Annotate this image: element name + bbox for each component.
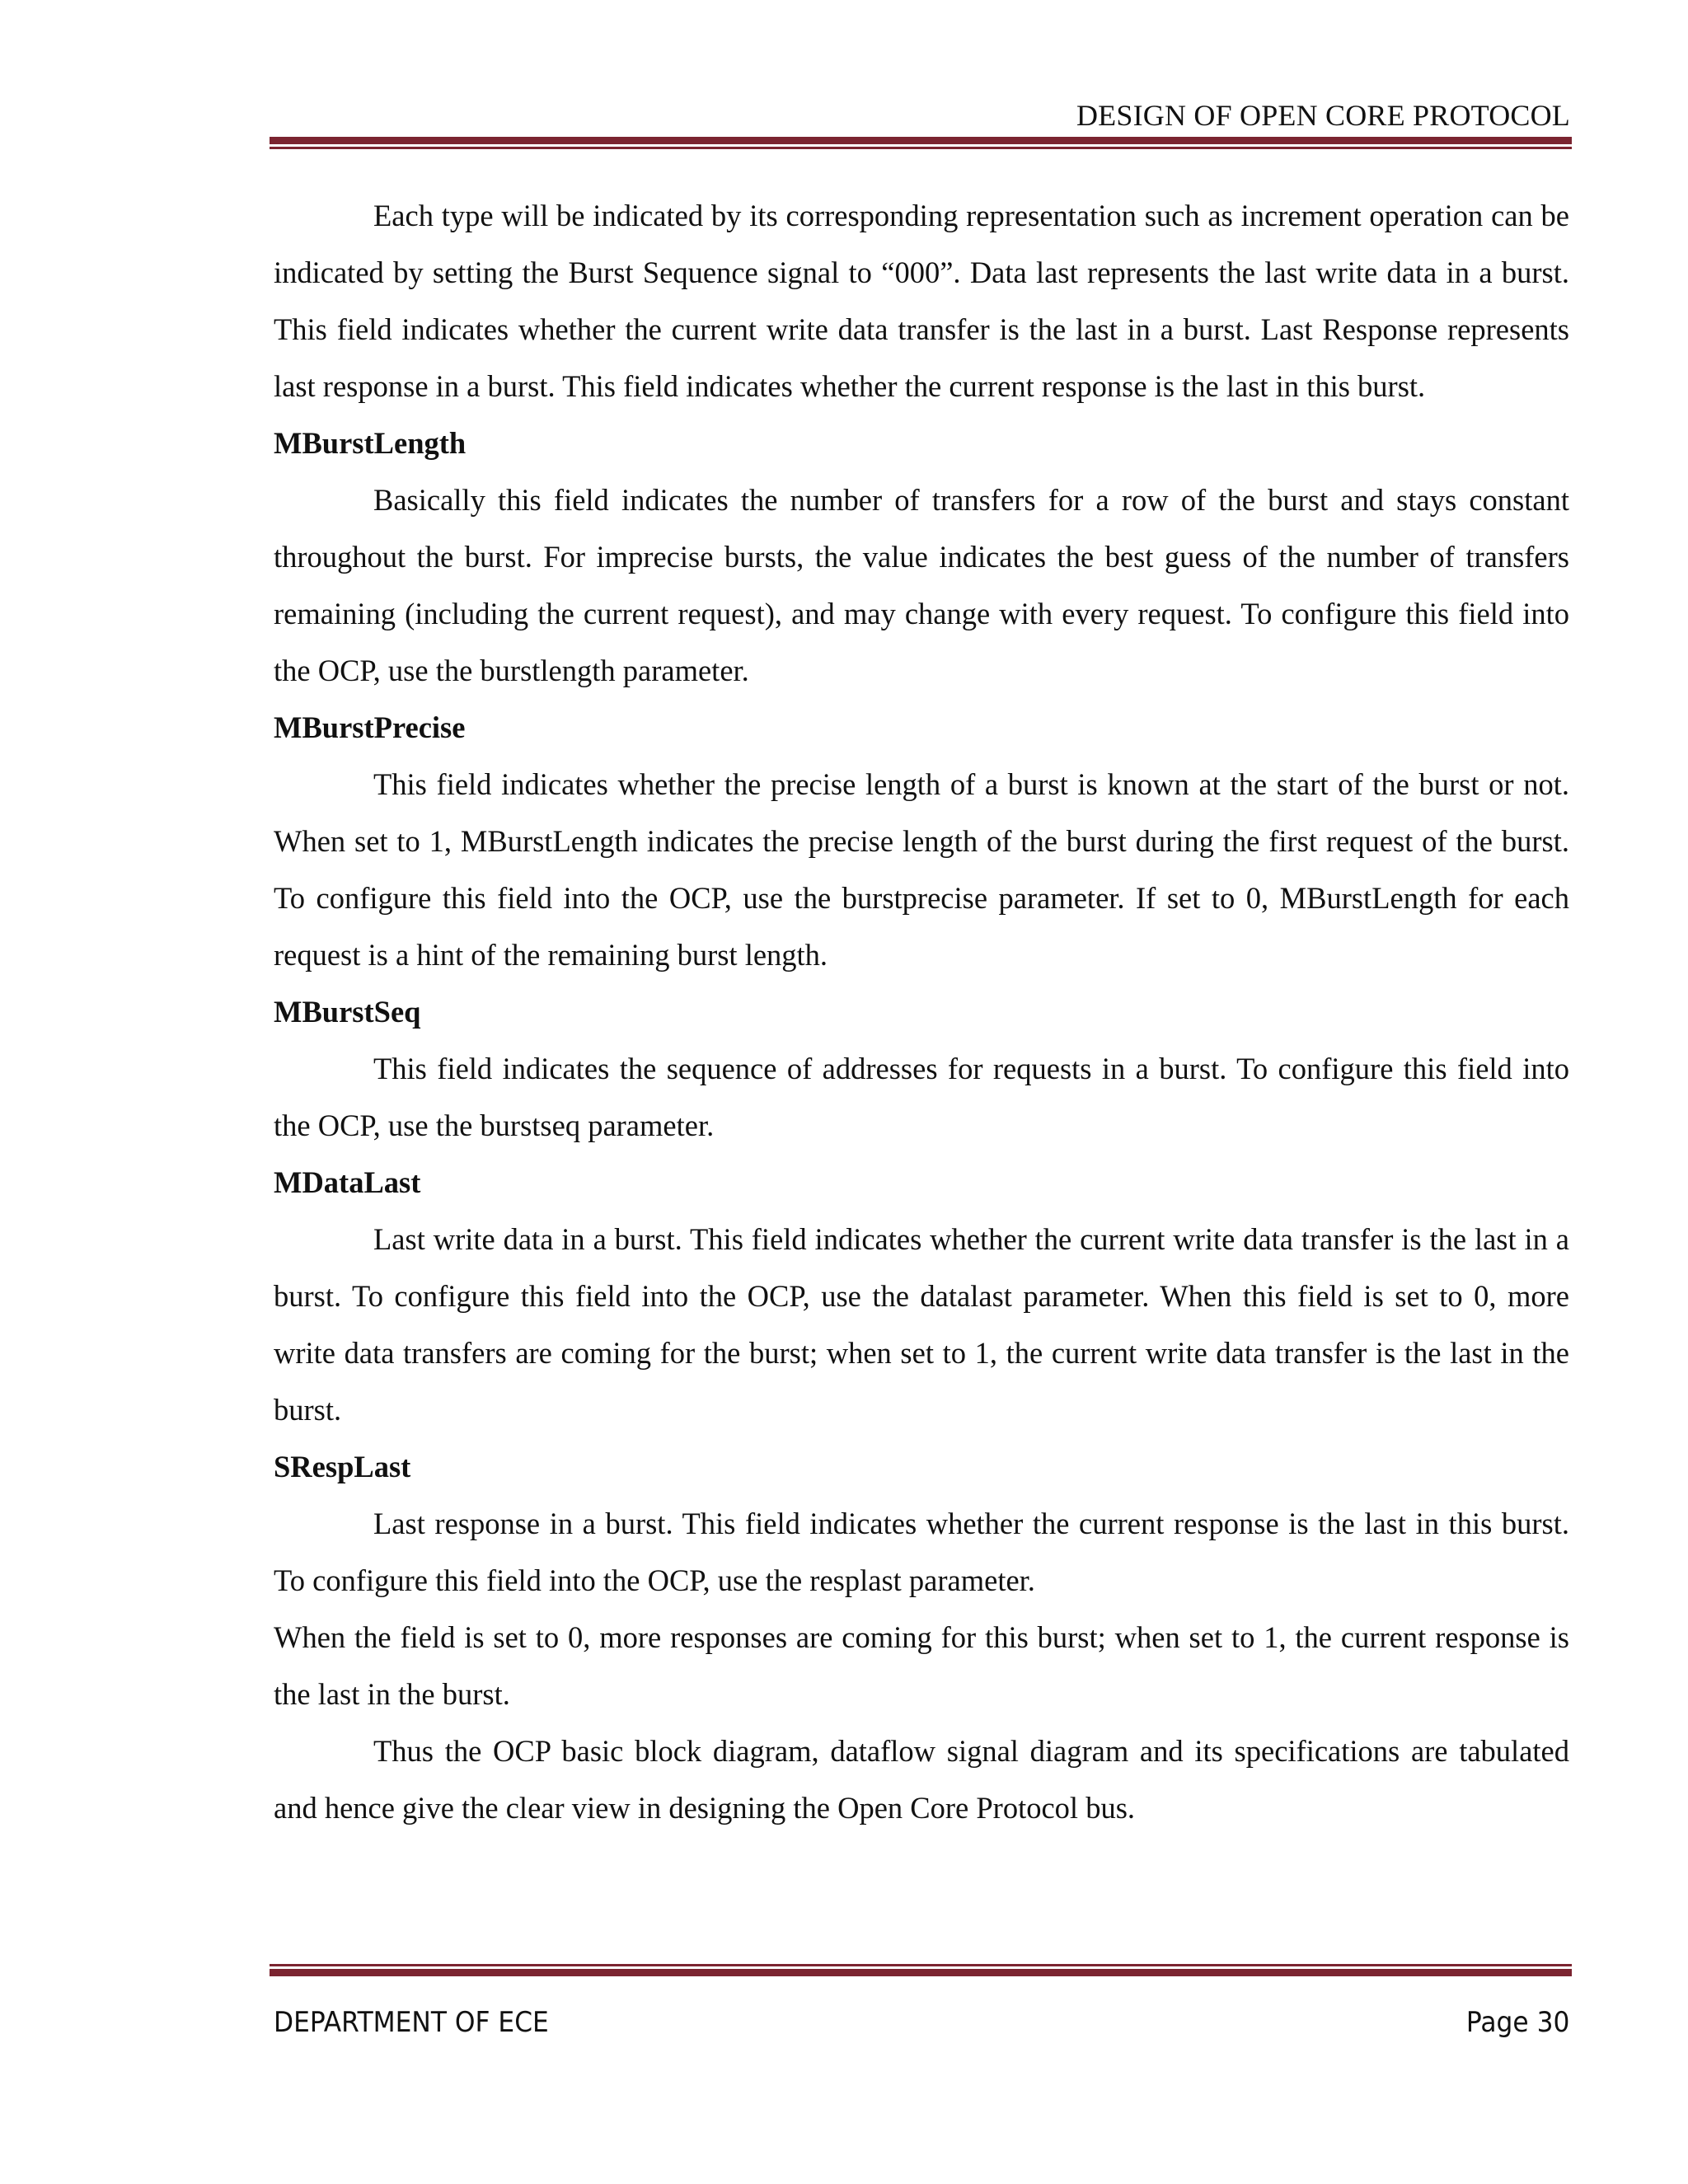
section-text-sresplast: Last response in a burst. This field indicates whether the current response is the last in this burst. To configure this field into the OCP, use the resplast parameter. <box>274 1507 1569 1597</box>
header-rule-thick <box>270 137 1572 144</box>
section-text-mburstprecise: This field indicates whether the precise length of a burst is known at the start of the burst or not. When set to 1, MBurstLength indicates the precise length of the burst during the first request of the burst. To configure this field into the OCP, use the burstprecise parameter. If set to 0, MBurstLength for each request is a hint of the remaining burst length. <box>274 767 1569 972</box>
resplast-note-paragraph: When the field is set to 0, more responses are coming for this burst; when set to 1, the current response is the last in the burst. <box>274 1620 1569 1711</box>
running-header-title: DESIGN OF OPEN CORE PROTOCOL <box>1076 99 1570 132</box>
section-text-mdatalast: Last write data in a burst. This field indicates whether the current write data transfer is the last in a burst. To configure this field into the OCP, use the datalast parameter. When this field is set to 0, more write data transfers are coming for the burst; when set to 1, the current write data transfer is the last in the burst. <box>274 1222 1569 1427</box>
footer-rule-thin <box>270 1964 1572 1966</box>
section-heading-mburstseq: MBurstSeq <box>274 995 421 1029</box>
body-content <box>274 187 1569 1836</box>
header-rule-thin <box>270 147 1572 149</box>
intro-paragraph: Each type will be indicated by its corresponding representation such as increment operation can be indicated by setting the Burst Sequence signal to “000”. Data last represents the last write data in a burst. This field indicates whether the current write data transfer is the last in a burst. Last Response represents last response in a burst. This field indicates whether the current response is the last in this burst. <box>274 199 1569 403</box>
section-heading-mburstprecise: MBurstPrecise <box>274 710 466 744</box>
footer-department: DEPARTMENT OF ECE <box>274 2006 549 2039</box>
section-heading-sresplast: SRespLast <box>274 1450 411 1483</box>
section-heading-mburstlength: MBurstLength <box>274 426 467 460</box>
footer-rule-thick <box>270 1969 1572 1976</box>
section-heading-mdatalast: MDataLast <box>274 1165 421 1199</box>
conclusion-paragraph: Thus the OCP basic block diagram, dataflow signal diagram and its specifications are tabulated and hence give the clear view in designing the Open Core Protocol bus. <box>274 1734 1569 1825</box>
section-text-mburstlength: Basically this field indicates the number of transfers for a row of the burst and stays constant throughout the burst. For imprecise bursts, the value indicates the best guess of the number of transfers remaining (including the current request), and may change with every request. To configure this field into the OCP, use the burstlength parameter. <box>274 483 1569 687</box>
footer-page-number: Page 30 <box>1465 2006 1569 2039</box>
section-text-mburstseq: This field indicates the sequence of addresses for requests in a burst. To configure this field into the OCP, use the burstseq parameter. <box>274 1052 1569 1142</box>
